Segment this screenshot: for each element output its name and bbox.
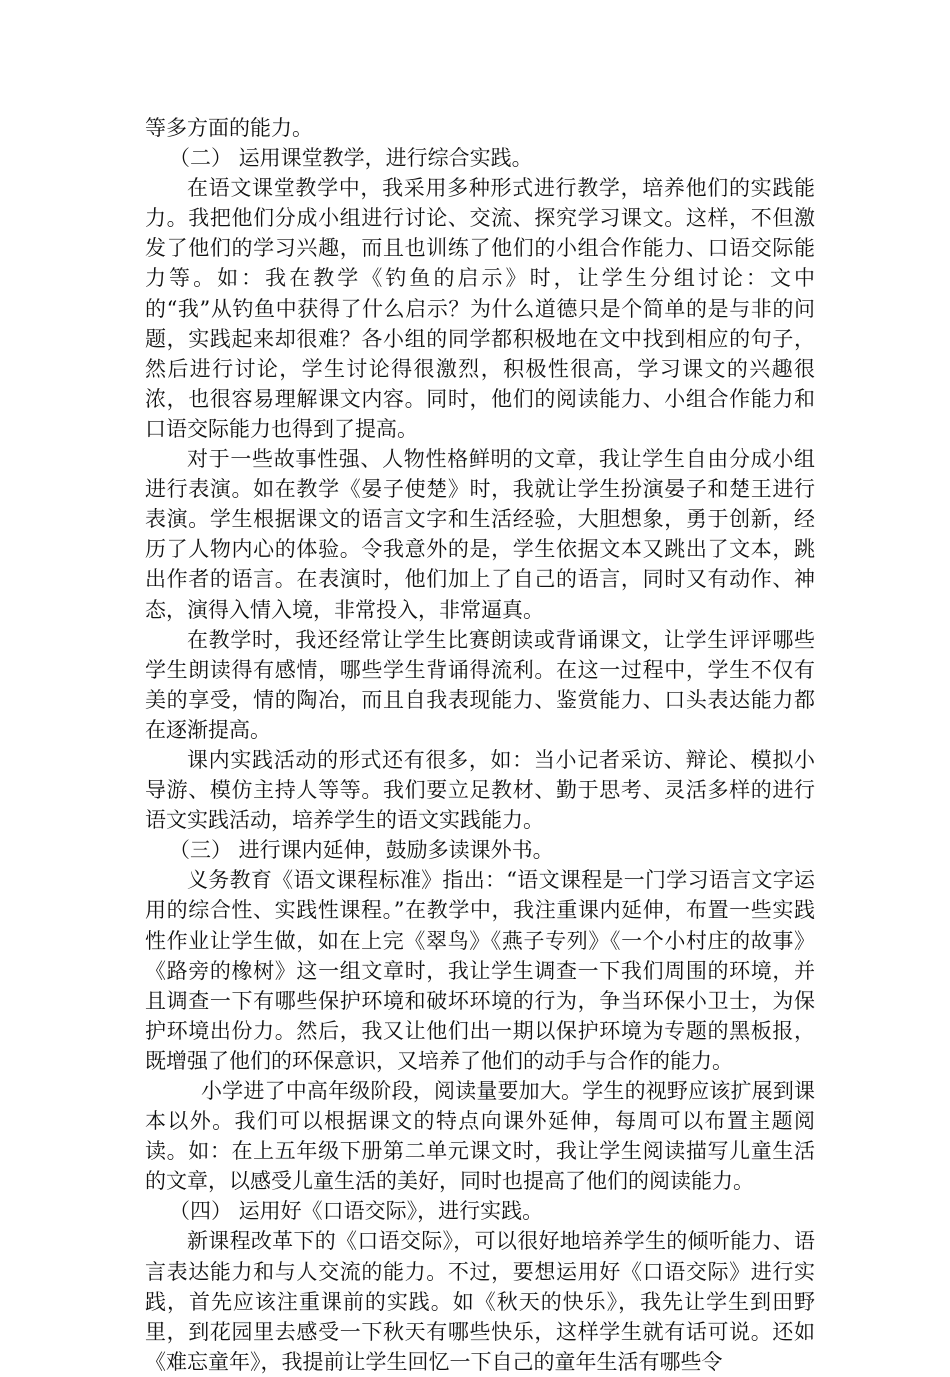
paragraph-continuation: 等多方面的能力。 (145, 116, 313, 140)
paragraph-oral-communication: 新课程改革下的《口语交际》，可以很好地培养学生的倾听能力、语言表达能力和与人交流的能力。不过，要想运用好《口语交际》进行实践，首先应该注重课前的实践。如《秋天的快乐》，我先让学生到田野里，到花园里去感受一下秋天有哪些快乐，这样学生就有话可说。还如《难忘童年》，我提前让学生回忆一下自己的童年生活有哪些令 (145, 1229, 815, 1374)
paragraph-role-play: 对于一些故事性强、人物性格鲜明的文章，我让学生自由分成小组进行表演。如在教学《晏子使楚》时，我就让学生扮演晏子和楚王进行表演。学生根据课文的语言文字和生活经验，大胆想象，勇于创新，经历了人物内心的体验。令我意外的是，学生依据文本又跳出了文本，跳出作者的语言。在表演时，他们加上了自己的语言，同时又有动作、神态，演得入情入境，非常投入，非常逼真。 (145, 447, 815, 622)
paragraph-curriculum-standard: 义务教育《语文课程标准》指出：“语文课程是一门学习语言文字运用的综合性、实践性课程。”在教学中，我注重课内延伸，布置一些实践性作业让学生做，如在上完《翠鸟》《燕子专列》《一个小村庄的故事》《路旁的橡树》这一组文章时，我让学生调查一下我们周围的环境，并且调查一下有哪些保护环境和破坏环境的行为，争当环保小卫士，为保护环境出份力。然后，我又让他们出一期以保护环境为专题的黑板报，既增强了他们的环保意识，又培养了他们的动手与合作的能力。 (145, 868, 815, 1073)
section-heading-2: （二） 运用课堂教学，进行综合实践。 (169, 146, 533, 171)
document-body (145, 113, 815, 1377)
paragraph-practice-forms: 课内实践活动的形式还有很多，如：当小记者采访、辩论、模拟小导游、模仿主持人等等。我们要立足教材、勤于思考、灵活多样的进行语文实践活动，培养学生的语文实践能力。 (145, 747, 815, 833)
paragraph-reading-contest: 在教学时，我还经常让学生比赛朗读或背诵课文，让学生评评哪些学生朗读得有感情，哪些学生背诵得流利。在这一过程中，学生不仅有美的享受，情的陶冶，而且自我表现能力、鉴赏能力、口头表达能力都在逐渐提高。 (145, 627, 815, 742)
paragraph-extended-reading: 小学进了中高年级阶段，阅读量要加大。学生的视野应该扩展到课本以外。我们可以根据课文的特点向课外延伸，每周可以布置主题阅读。如：在上五年级下册第二单元课文时，我让学生阅读描写儿童生活的文章，以感受儿童生活的美好，同时也提高了他们的阅读能力。 (145, 1079, 815, 1194)
section-heading-4: （四） 运用好《口语交际》，进行实践。 (169, 1199, 544, 1224)
paragraph-classroom-group-discussion: 在语文课堂教学中，我采用多种形式进行教学，培养他们的实践能力。我把他们分成小组进行讨论、交流、探究学习课文。这样，不但激发了他们的学习兴趣，而且也训练了他们的小组合作能力、口语交际能力等。如：我在教学《钓鱼的启示》时，让学生分组讨论：文中的“我”从钓鱼中获得了什么启示？为什么道德只是个简单的是与非的问题，实践起来却很难？各小组的同学都积极地在文中找到相应的句子，然后进行讨论，学生讨论得很激烈，积极性很高，学习课文的兴趣很浓，也很容易理解课文内容。同时，他们的阅读能力、小组合作能力和口语交际能力也得到了提高。 (145, 176, 815, 441)
section-heading-3: （三） 进行课内延伸，鼓励多读课外书。 (169, 838, 554, 863)
